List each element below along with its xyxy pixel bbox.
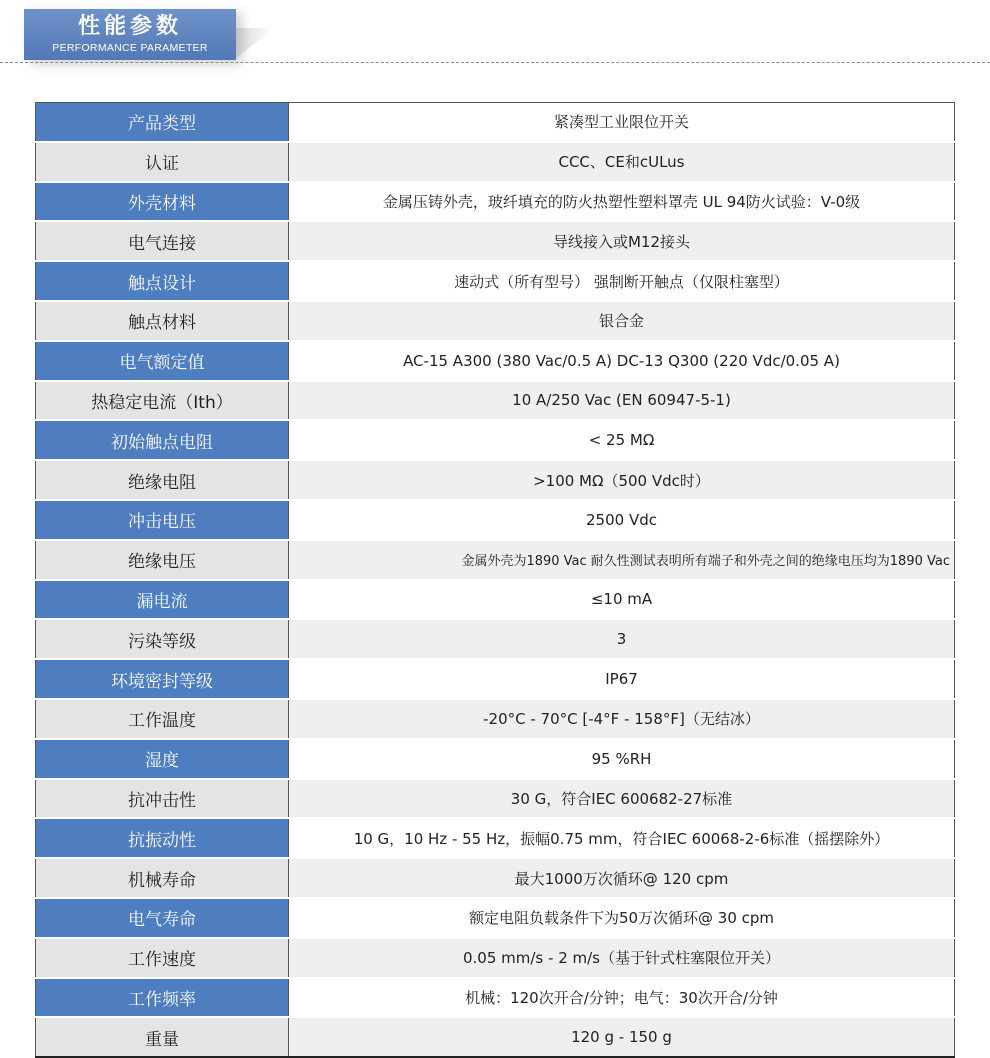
spec-row-impulse-voltage xyxy=(36,500,955,540)
spec-value: 10 A/250 Vac (EN 60947-5-1) xyxy=(289,381,955,421)
spec-label: 漏电流 xyxy=(36,580,289,620)
section-title: 性能参数 xyxy=(77,14,182,39)
spec-row-shock-resistance xyxy=(36,779,955,819)
spec-value: AC-15 A300 (380 Vac/0.5 A) DC-13 Q300 (220 Vdc/0.05 A) xyxy=(289,341,955,381)
spec-value: 机械：120次开合/分钟；电气：30次开合/分钟 xyxy=(289,978,955,1018)
spec-value: ≤10 mA xyxy=(289,580,955,620)
spec-value: 3 xyxy=(289,619,955,659)
spec-label: 电气连接 xyxy=(36,221,289,261)
spec-value: < 25 MΩ xyxy=(289,420,955,460)
spec-row-contact-design xyxy=(36,261,955,301)
spec-value: 导线接入或M12接头 xyxy=(289,221,955,261)
spec-value: 0.05 mm/s - 2 m/s（基于针式柱塞限位开关） xyxy=(289,938,955,978)
spec-row-humidity xyxy=(36,739,955,779)
spec-value: 金属外壳为1890 Vac 耐久性测试表明所有端子和外壳之间的绝缘电压均为1890 Vac xyxy=(289,540,955,580)
section-header xyxy=(0,0,990,70)
section-subtitle: PERFORMANCE PARAMETER xyxy=(52,42,208,54)
spec-value: 紧凑型工业限位开关 xyxy=(289,103,955,142)
title-shadow-decoration xyxy=(236,28,274,58)
spec-value: -20°C - 70°C [-4°F - 158°F]（无结冰） xyxy=(289,699,955,739)
spec-label: 工作频率 xyxy=(36,978,289,1018)
spec-row-leakage-current xyxy=(36,580,955,620)
spec-row-certification xyxy=(36,142,955,182)
spec-label: 触点材料 xyxy=(36,301,289,341)
spec-value: 最大1000万次循环@ 120 cpm xyxy=(289,858,955,898)
spec-row-vibration-resistance xyxy=(36,818,955,858)
spec-label: 绝缘电阻 xyxy=(36,460,289,500)
spec-row-electrical-rating xyxy=(36,341,955,381)
spec-row-operating-frequency xyxy=(36,978,955,1018)
spec-label: 初始触点电阻 xyxy=(36,420,289,460)
spec-label: 电气寿命 xyxy=(36,898,289,938)
spec-label: 外壳材料 xyxy=(36,182,289,222)
spec-row-weight xyxy=(36,1017,955,1057)
spec-row-contact-material xyxy=(36,301,955,341)
spec-label: 工作速度 xyxy=(36,938,289,978)
spec-label: 抗振动性 xyxy=(36,818,289,858)
spec-row-pollution-degree xyxy=(36,619,955,659)
spec-row-electrical-connection xyxy=(36,221,955,261)
spec-value: 银合金 xyxy=(289,301,955,341)
spec-label: 绝缘电压 xyxy=(36,540,289,580)
spec-table xyxy=(35,102,955,1058)
spec-value: 120 g - 150 g xyxy=(289,1017,955,1057)
spec-label: 湿度 xyxy=(36,739,289,779)
spec-value: 95 %RH xyxy=(289,739,955,779)
spec-label: 冲击电压 xyxy=(36,500,289,540)
spec-value: 10 G，10 Hz - 55 Hz，振幅0.75 mm，符合IEC 60068-2-6标准（摇摆除外） xyxy=(289,818,955,858)
spec-label: 抗冲击性 xyxy=(36,779,289,819)
spec-label: 重量 xyxy=(36,1017,289,1057)
spec-value: 额定电阻负载条件下为50万次循环@ 30 cpm xyxy=(289,898,955,938)
spec-row-mechanical-life xyxy=(36,858,955,898)
spec-label: 触点设计 xyxy=(36,261,289,301)
spec-row-housing-material xyxy=(36,182,955,222)
spec-label: 认证 xyxy=(36,142,289,182)
spec-label: 工作温度 xyxy=(36,699,289,739)
spec-row-electrical-life xyxy=(36,898,955,938)
spec-row-operating-temperature xyxy=(36,699,955,739)
spec-value: 速动式（所有型号） 强制断开触点（仅限柱塞型） xyxy=(289,261,955,301)
spec-value: CCC、CE和cULus xyxy=(289,142,955,182)
spec-label: 环境密封等级 xyxy=(36,659,289,699)
spec-row-insulation-voltage xyxy=(36,540,955,580)
spec-row-insulation-resistance xyxy=(36,460,955,500)
spec-label: 污染等级 xyxy=(36,619,289,659)
spec-row-sealing-rating xyxy=(36,659,955,699)
section-title-badge xyxy=(24,9,236,60)
spec-label: 机械寿命 xyxy=(36,858,289,898)
spec-row-operating-speed xyxy=(36,938,955,978)
spec-row-product-type xyxy=(36,103,955,142)
spec-row-thermal-current xyxy=(36,381,955,421)
spec-label: 电气额定值 xyxy=(36,341,289,381)
spec-label: 产品类型 xyxy=(36,103,289,142)
spec-label: 热稳定电流（Ith） xyxy=(36,381,289,421)
dashed-divider xyxy=(0,62,990,63)
spec-value: 2500 Vdc xyxy=(289,500,955,540)
spec-value: >100 MΩ（500 Vdc时） xyxy=(289,460,955,500)
spec-value: 30 G，符合IEC 600682-27标准 xyxy=(289,779,955,819)
spec-value: IP67 xyxy=(289,659,955,699)
spec-row-contact-resistance xyxy=(36,420,955,460)
spec-value: 金属压铸外壳，玻纤填充的防火热塑性塑料罩壳 UL 94防火试验：V-0级 xyxy=(289,182,955,222)
